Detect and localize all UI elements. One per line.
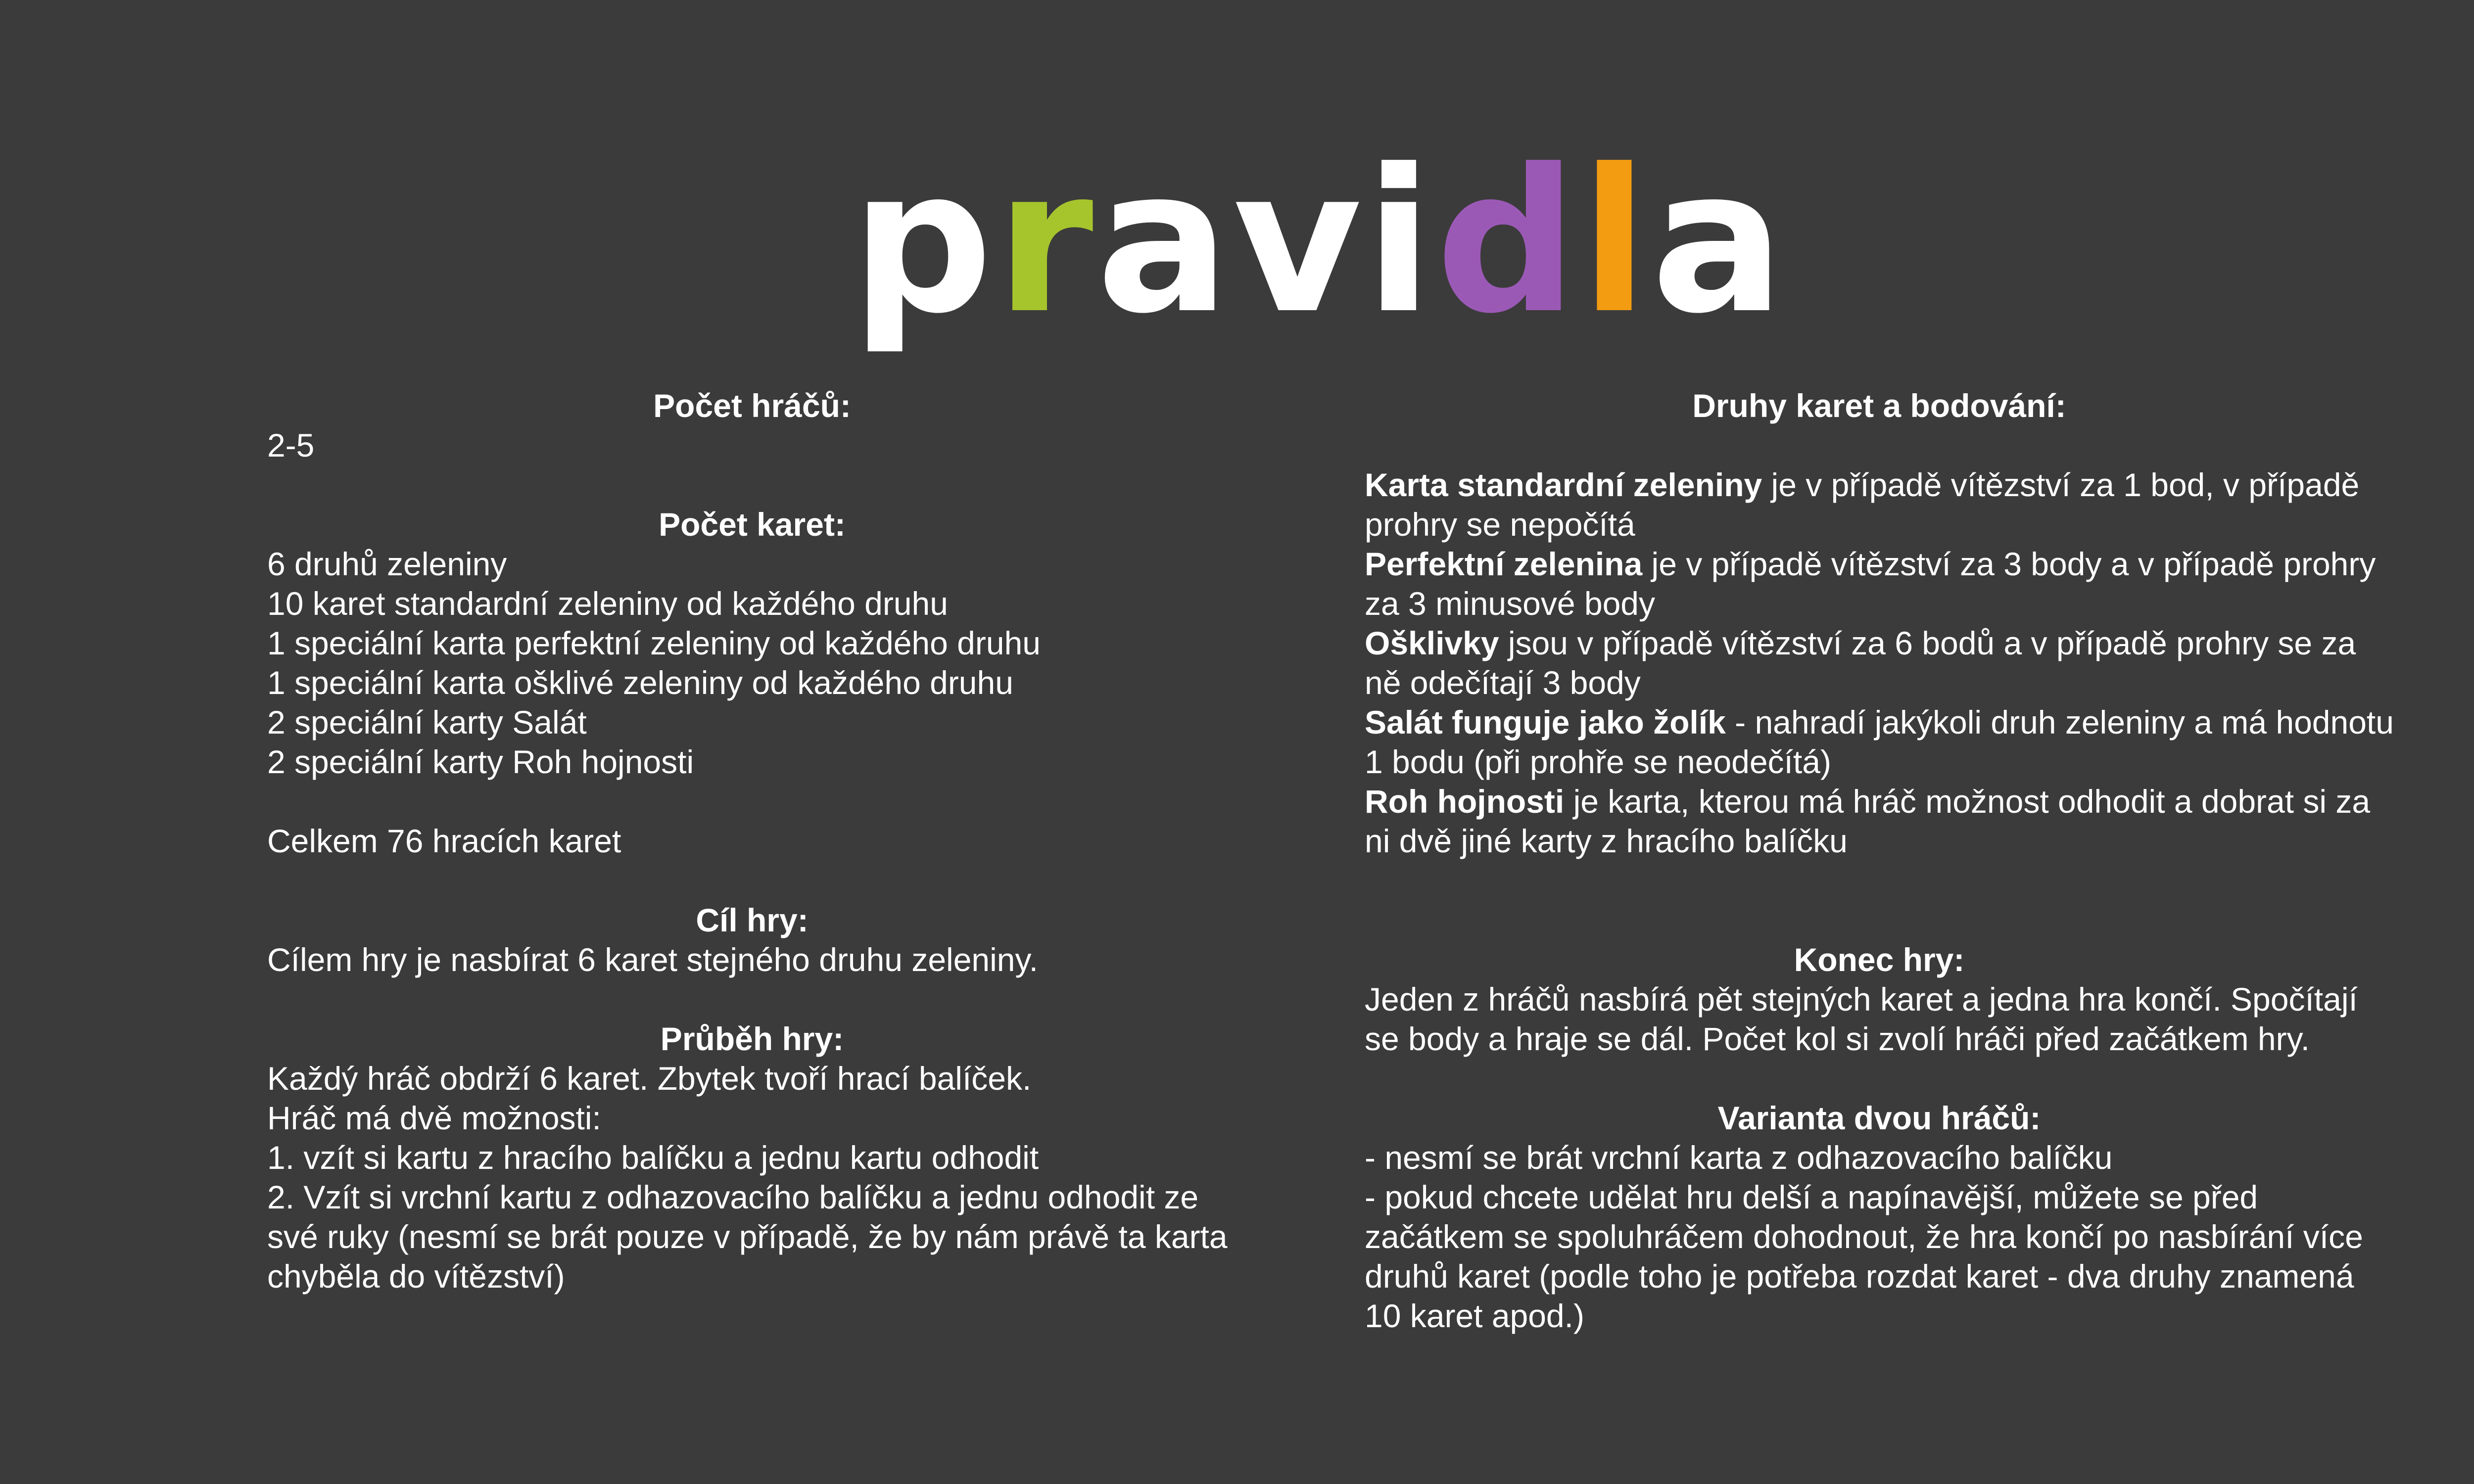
title-letter: r [996, 127, 1096, 357]
title-letter: a [1096, 127, 1233, 357]
types-heading: Druhy karet a bodování: [1692, 387, 2066, 424]
left-column [267, 386, 1237, 1296]
title-letter: d [1435, 127, 1580, 357]
end-text: Jeden z hráčů nasbírá pět stejných karet a jedna hra končí. Spočítají se body a hraje se dál. Počet kol si zvolí hráči před začátkem hry. [1365, 981, 2358, 1057]
type-name: Roh hojnosti [1365, 783, 1565, 820]
course-heading: Průběh hry: [660, 1020, 844, 1057]
right-column [1365, 386, 2394, 1336]
title-letter: p [851, 127, 996, 357]
type-name: Perfektní zelenina [1365, 546, 1643, 582]
type-name: Ošklivky [1365, 625, 1499, 661]
type-desc: - nahradí jakýkoli druh zeleniny a má hodnotu 1 bodu (při prohře se neodečítá) [1365, 704, 2394, 780]
type-desc: je v případě vítězství za 1 bod, v případě prohry se nepočítá [1365, 466, 2360, 543]
title-letter: v [1233, 127, 1365, 357]
page-title [0, 127, 2474, 357]
type-name: Karta standardní zeleniny [1365, 466, 1762, 503]
type-salad [1365, 702, 2394, 782]
players-value: 2-5 [267, 427, 315, 464]
title-letter: l [1580, 127, 1651, 357]
cards-line: 6 druhů zeleniny [267, 546, 507, 582]
cards-line: 2 speciální karty Salát [267, 704, 587, 741]
cards-line: 1 speciální karta perfektní zeleniny od každého druhu [267, 625, 1041, 661]
type-name: Salát funguje jako žolík [1365, 704, 1726, 741]
course-option-2: 2. Vzít si vrchní kartu z odhazovacího balíčku a jednu odhodit ze své ruky (nesmí se brát pouze v případě, že by nám právě ta karta chyběla do vítězství) [267, 1179, 1228, 1295]
course-line: 1. vzít si kartu z hracího balíčku a jednu kartu odhodit [267, 1139, 1039, 1176]
goal-heading: Cíl hry: [696, 902, 809, 938]
goal-text: Cílem hry je nasbírat 6 karet stejného druhu zeleniny. [267, 941, 1038, 978]
players-heading: Počet hráčů: [653, 387, 851, 424]
type-desc: jsou v případě vítězství za 6 bodů a v případě prohry se za ně odečítají 3 body [1365, 625, 2356, 701]
title-letter: a [1651, 127, 1788, 357]
title-letter: i [1365, 127, 1436, 357]
type-ugly [1365, 623, 2394, 702]
cards-heading: Počet karet: [659, 506, 846, 543]
cards-line: 2 speciální karty Roh hojnosti [267, 743, 694, 780]
cards-line: 10 karet standardní zeleniny od každého druhu [267, 585, 948, 622]
course-line: Každý hráč obdrží 6 karet. Zbytek tvoří hrací balíček. [267, 1060, 1032, 1097]
course-line: Hráč má dvě možnosti: [267, 1100, 601, 1136]
cards-total: Celkem 76 hracích karet [267, 823, 621, 859]
end-heading: Konec hry: [1794, 941, 1965, 978]
type-desc: je v případě vítězství za 3 body a v případě prohry za 3 minusové body [1365, 546, 2376, 622]
type-standard [1365, 465, 2394, 544]
variant-heading: Varianta dvou hráčů: [1717, 1100, 2041, 1136]
type-cornucopia [1365, 782, 2394, 861]
type-perfect [1365, 544, 2394, 623]
variant-line: - nesmí se brát vrchní karta z odhazovacího balíčku [1365, 1139, 2113, 1176]
variant-line: - pokud chcete udělat hru delší a napínavější, můžete se před začátkem se spoluhráčem dohodnout, že hra končí po nasbírání více druhů karet (podle toho je potřeba rozdat karet - dva druhy znamená 10 karet apod.) [1365, 1179, 2363, 1334]
type-desc: je karta, kterou má hráč možnost odhodit a dobrat si za ni dvě jiné karty z hracího balíčku [1365, 783, 2371, 859]
cards-line: 1 speciální karta ošklivé zeleniny od každého druhu [267, 664, 1013, 701]
